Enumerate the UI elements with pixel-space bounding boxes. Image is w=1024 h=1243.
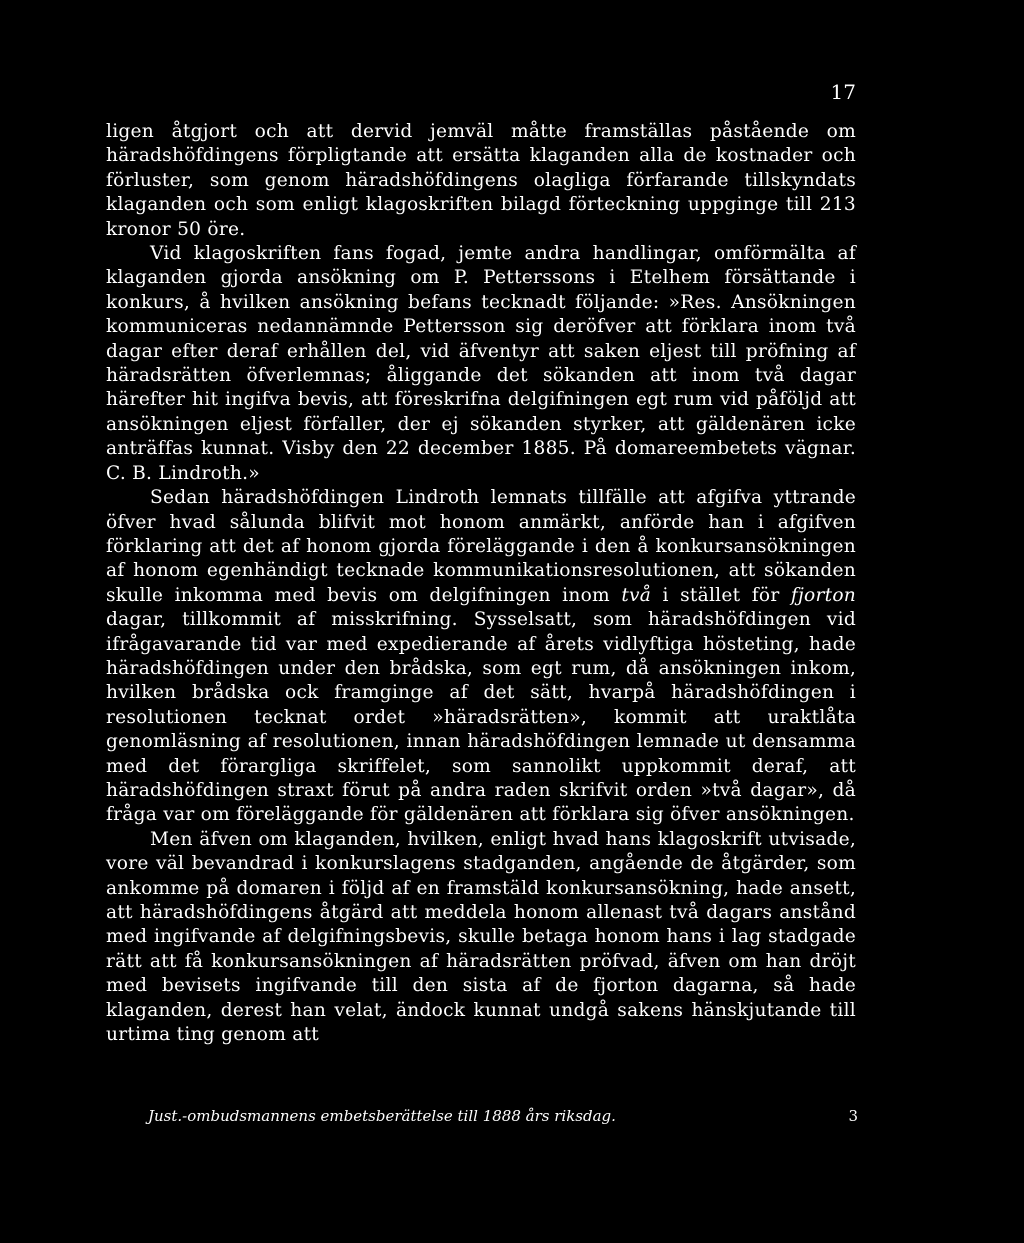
- paragraph-text: Vid klagoskriften fans fogad, jemte andra handlingar, omförmälta af klaganden gjorda ansökning om P. Petterssons i Etelhem försättande i konkurs, å hvilken ansökning befans tecknadt följande: »Res. Ansökningen kommuniceras nedannämnde Pettersson sig deröfver att förklara inom två dagar efter deraf erhållen del, vid äfventyr att saken eljest till pröfning af häradsrätten öfverlemnas; åliggande det sökanden att inom två dagar härefter hit ingifva bevis, att föreskrifna delgifningen egt rum vid påföljd att ansökningen eljest förfaller, der ej sökanden styrker, att gäldenären icke anträffas kunnat. Visby den 22 december 1885. På domareembetets vägnar. C. B. Lindroth.»: [106, 243, 856, 484]
- paragraph: [106, 120, 856, 242]
- paragraph-text: Men äfven om klaganden, hvilken, enligt hvad hans klagoskrift utvisade, vore väl bevandrad i konkurslagens stadganden, angående de åtgärder, som ankomme på domaren i följd af en framstäld konkursansökning, hade ansett, att häradshöfdingens åtgärd att meddela honom allenast två dagars anstånd med ingifvande af delgifningsbevis, skulle betaga honom hans i lag stadgade rätt att få konkursansökningen af häradsrätten pröfvad, äfven om han dröjt med bevisets ingifvande till den sista af de fjorton dagarna, så hade klaganden, derest han velat, ändock kunnat undgå sakens hänskjutande till urtima ting genom att: [106, 828, 856, 1046]
- page-number: 17: [830, 80, 856, 104]
- italic-text: fjorton: [790, 584, 856, 606]
- body-text: [106, 120, 856, 1047]
- italic-text: två: [621, 584, 652, 606]
- footer-signature-mark: 3: [848, 1107, 858, 1125]
- paragraph-text: ligen åtgjort och att dervid jemväl måtte framställas påstående om häradshöfdingens förpligtande att ersätta klaganden alla de kostnader och förluster, som genom häradshöfdingens olagliga förfarande tillskyndats klaganden och som enligt klagoskriften bilagd förteckning uppginge till 213 kronor 50 öre.: [106, 121, 856, 240]
- paragraph-text: i stället för: [651, 584, 791, 606]
- footer-title: Just.-ombudsmannens embetsberättelse till 1888 års riksdag.: [148, 1107, 616, 1125]
- paragraph: [106, 242, 856, 486]
- page-footer: [148, 1106, 858, 1126]
- paragraph: [106, 486, 856, 828]
- paragraph-text: dagar, tillkommit af misskrifning. Sysselsatt, som häradshöfdingen vid ifrågavarande tid var med expedierande af årets vidlyftiga hösteting, hade häradshöfdingen under den brådska, som egt rum, då ansökningen inkom, hvilken brådska ock framginge af det sätt, hvarpå häradshöfdingen i resolutionen tecknat ordet »häradsrätten», kommit att uraktlåta genomläsning af resolutionen, innan häradshöfdingen lemnade ut densamma med det förargliga skriffelet, som sannolikt uppkommit deraf, att häradshöfdingen straxt förut på andra raden skrifvit orden »två dagar», då fråga var om föreläggande för gäldenären att förklara sig öfver ansökningen.: [106, 609, 856, 826]
- paragraph: [106, 828, 856, 1048]
- paragraph-text: Sedan häradshöfdingen Lindroth lemnats tillfälle att afgifva yttrande öfver hvad sålunda blifvit mot honom anmärkt, anförde han i afgifven förklaring att det af honom gjorda föreläggande i den å konkursansökningen af honom egenhändigt tecknade kommunikationsresolutionen, att sökanden skulle inkomma med bevis om delgifningen inom: [106, 487, 856, 606]
